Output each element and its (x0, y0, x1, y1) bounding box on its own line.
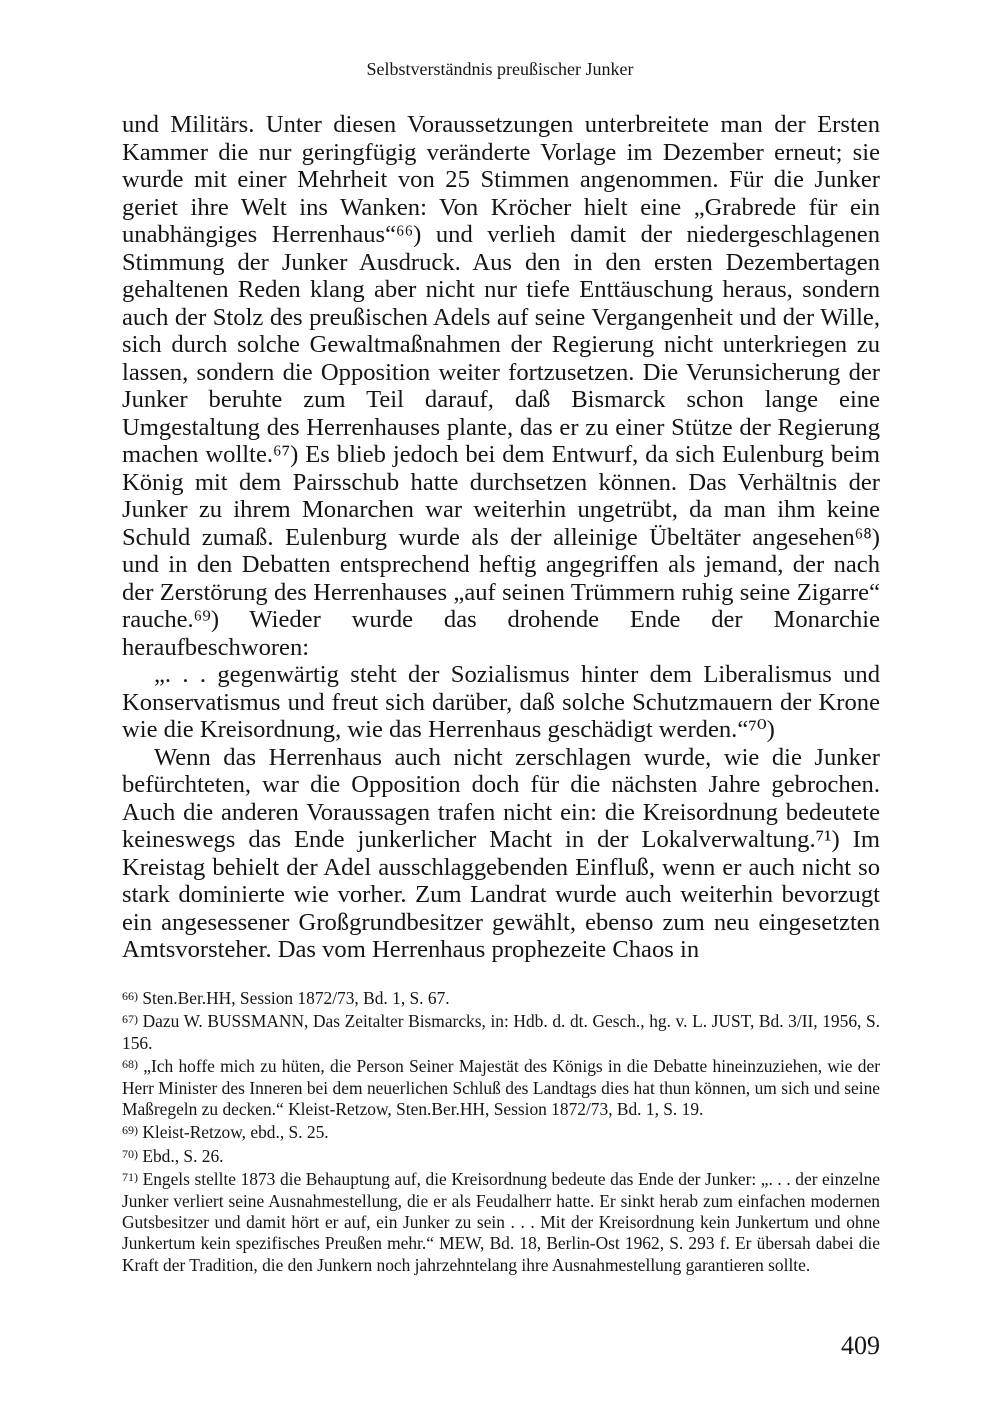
footnote-text: Ebd., S. 26. (142, 1145, 224, 1166)
footnote-67 (122, 1009, 880, 1054)
footnote-marker: 67) (122, 1012, 138, 1027)
footnote-71 (122, 1167, 880, 1276)
running-head: Selbstverständnis preußischer Junker (366, 59, 634, 79)
footnotes (122, 986, 880, 1276)
page-number: 409 (841, 1331, 880, 1360)
footnote-text: Kleist-Retzow, ebd., S. 25. (142, 1122, 329, 1143)
footnote-69 (122, 1120, 880, 1143)
footnote-marker: 68) (122, 1057, 138, 1072)
footnote-68 (122, 1054, 880, 1120)
footnote-text: Engels stellte 1873 die Behauptung auf, die Kreisordnung bedeute das Ende der Junker: „. . . der einzelne Junker verliert seine Ausnahmestellung, die er als Feudalherr hatte. Er sinkt herab zum einfachen modernen Gutsbesitzer und damit hört er auf, ein Junker zu sein . . . Mit der Kreisordnung kein Junkertum und ohne Junkertum kein spezifisches Preußen mehr.“ MEW, Bd. 18, Berlin-Ost 1962, S. 293 f. Er übersah dabei die Kraft der Tradition, die den Junkern noch jahrzehntelang ihre Ausnahmestellung garantieren sollte. (122, 1169, 880, 1275)
footnote-66 (122, 986, 880, 1009)
footnote-marker: 66) (122, 989, 138, 1003)
body-text (122, 111, 880, 964)
footnote-marker: 71) (122, 1170, 138, 1185)
block-quote: „. . . gegenwärtig steht der Sozialismus hinter dem Liberalismus und Konservatismus und freut sich darüber, daß solche Schutzmauern der Krone wie die Kreisordnung, wie das Herrenhaus geschädigt werden.“⁷⁰) (122, 661, 880, 743)
footnote-text: Dazu W. BUSSMANN, Das Zeitalter Bismarcks, in: Hdb. d. dt. Gesch., hg. v. L. JUST, Bd. 3/II, 1956, S. 156. (122, 1011, 880, 1053)
footnote-marker: 69) (122, 1123, 138, 1138)
footnote-text: „Ich hoffe mich zu hüten, die Person Seiner Majestät des Königs in die Debatte hineinzuziehen, wie der Herr Minister des Inneren bei dem neuerlichen Schluß des Landtags dies hat thun können, um sich und seine Maßregeln zu decken.“ Kleist-Retzow, Sten.Ber.HH, Session 1872/73, Bd. 1, S. 19. (122, 1056, 880, 1120)
paragraph-continuation: und Militärs. Unter diesen Voraussetzungen unterbreitete man der Ersten Kammer die nur geringfügig veränderte Vorlage im Dezember erneut; sie wurde mit einer Mehrheit von 25 Stimmen angenommen. Für die Junker geriet ihre Welt ins Wanken: Von Kröcher hielt eine „Grabrede für ein unabhängiges Herrenhaus“⁶⁶) und verlieh damit der niedergeschlagenen Stimmung der Junker Ausdruck. Aus den in den ersten Dezembertagen gehaltenen Reden klang aber nicht nur tiefe Enttäuschung heraus, sondern auch der Stolz des preußischen Adels auf seine Vergangenheit und der Wille, sich durch solche Gewaltmaßnahmen der Regierung nicht unterkriegen zu lassen, sondern die Opposition weiter fortzusetzen. Die Verunsicherung der Junker beruhte zum Teil darauf, daß Bismarck schon lange eine Umgestaltung des Herrenhauses plante, das er zu einer Stütze der Regierung machen wollte.⁶⁷) Es blieb jedoch bei dem Entwurf, da sich Eulenburg beim König mit dem Pairsschub hatte durchsetzen können. Das Verhältnis der Junker zu ihrem Monarchen war weiterhin ungetrübt, da man ihm keine Schuld zumaß. Eulenburg wurde als der alleinige Übeltäter angesehen⁶⁸) und in den Debatten entsprechend heftig angegriffen als jemand, der nach der Zerstörung des Herrenhauses „auf seinen Trümmern ruhig seine Zigarre“ rauche.⁶⁹) Wieder wurde das drohende Ende der Monarchie heraufbeschworen: (122, 111, 880, 661)
paragraph: Wenn das Herrenhaus auch nicht zerschlagen wurde, wie die Junker befürchteten, war die Opposition doch für die nächsten Jahre gebrochen. Auch die anderen Voraussagen trafen nicht ein: die Kreisordnung bedeutete keineswegs das Ende junkerlicher Macht in der Lokalverwaltung.⁷¹) Im Kreistag behielt der Adel ausschlaggebenden Einfluß, wenn er auch nicht so stark dominierte wie vorher. Zum Landrat wurde auch weiterhin bevorzugt ein angesessener Großgrundbesitzer gewählt, ebenso zum neu eingesetzten Amtsvorsteher. Das vom Herrenhaus prophezeite Chaos in (122, 743, 880, 963)
footnote-text: Sten.Ber.HH, Session 1872/73, Bd. 1, S. 67. (142, 988, 450, 1008)
footnote-70 (122, 1144, 880, 1167)
footnote-marker: 70) (122, 1146, 138, 1161)
